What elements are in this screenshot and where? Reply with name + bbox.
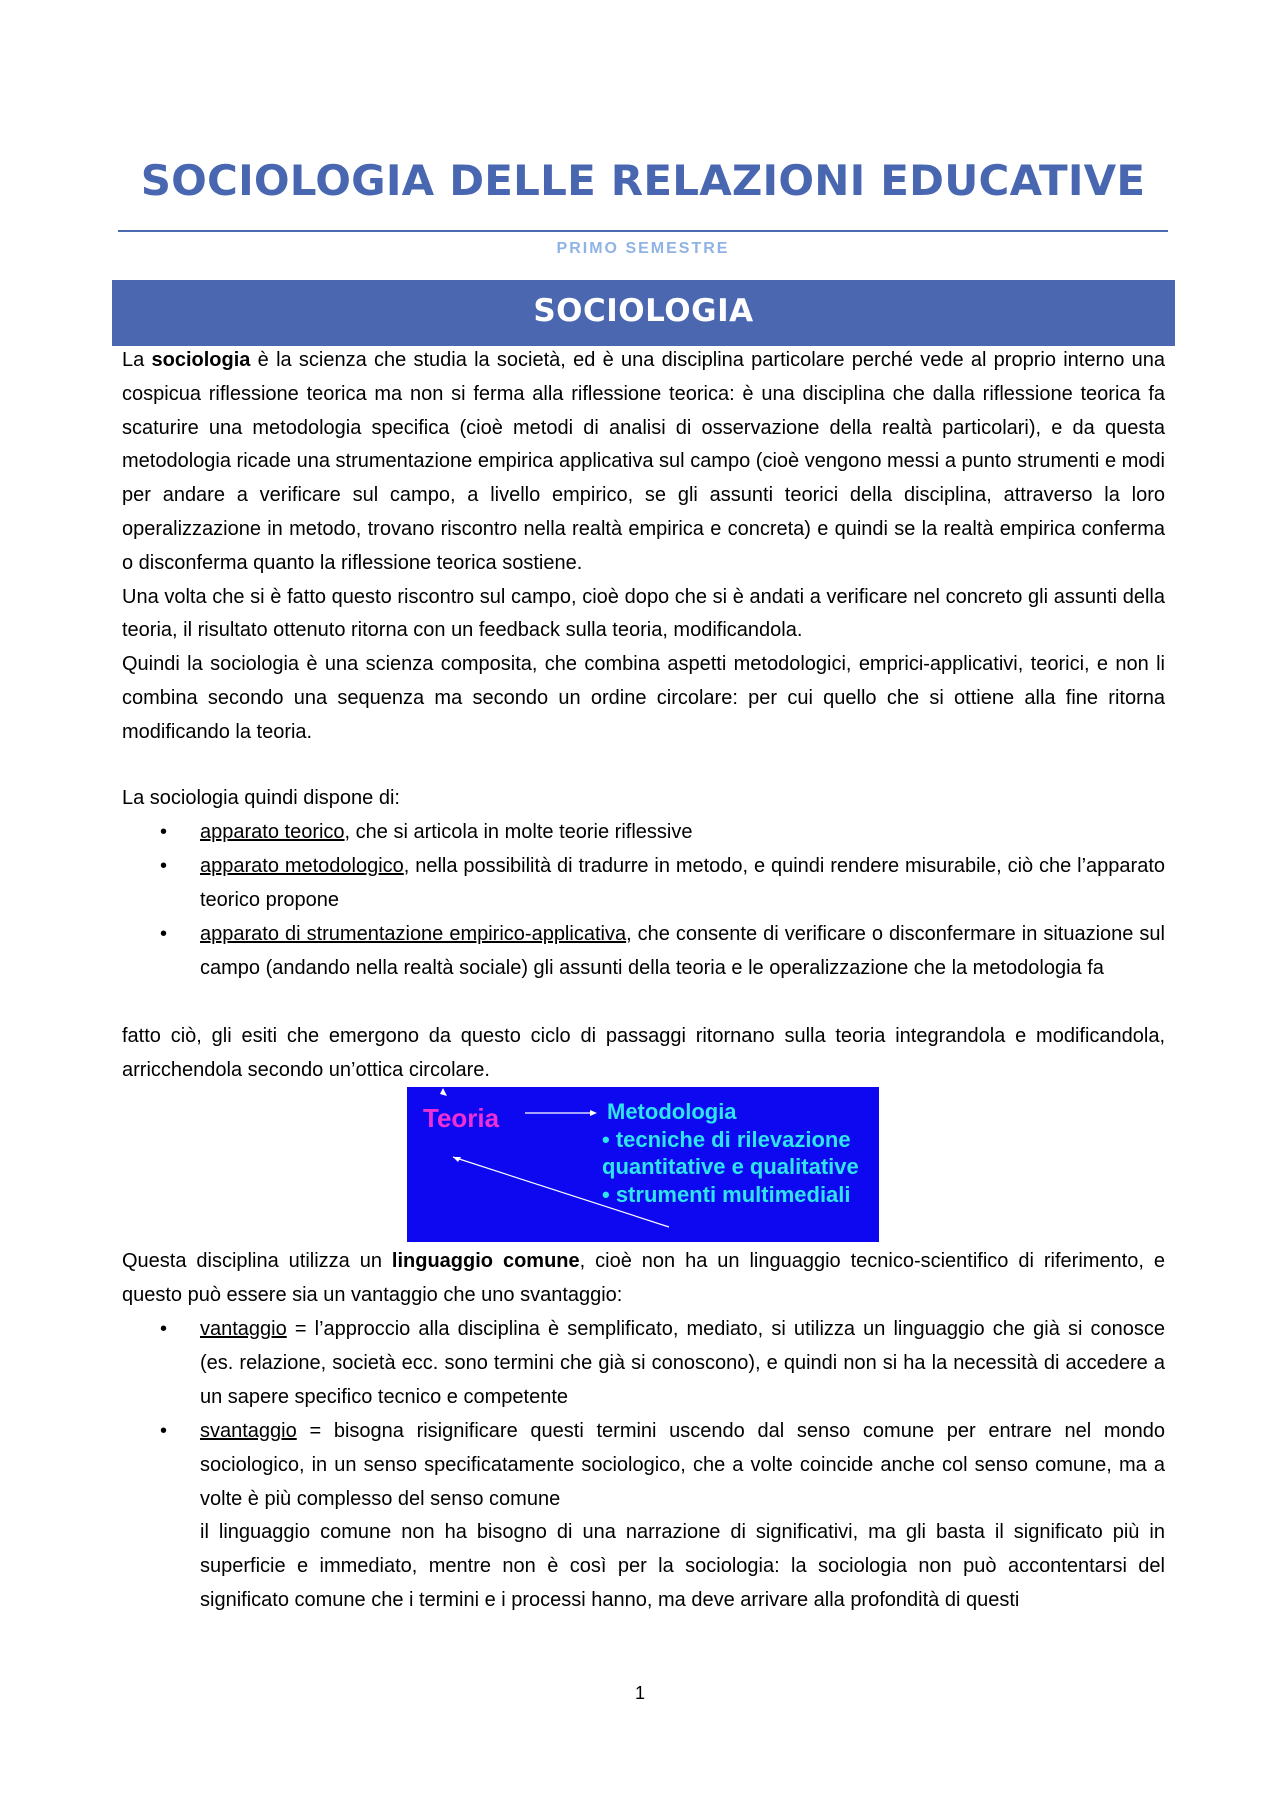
list-item-term: svantaggio — [200, 1420, 297, 1442]
list-item-text: , che consente di verificare o disconfermare in situazione sul campo (andando nella realtà sociale) gli assunti della teoria e le operalizzazione che la metodologia fa — [200, 923, 1166, 979]
bullet-icon: • — [160, 855, 168, 877]
intro-paragraph-2: Una volta che si è fatto questo riscontro sul campo, cioè dopo che si è andati a verificare nel concreto gli assunti della teoria, il risultato ottenuto ritorna con un feedback sulla teoria, modificandola. — [122, 585, 1165, 642]
intro-paragraph-1 — [122, 344, 1165, 581]
list-item — [160, 850, 1165, 918]
intro-paragraphs — [122, 344, 1165, 750]
figure-line-1: • tecniche di rilevazione — [602, 1127, 851, 1152]
document-title: SOCIOLOGIA DELLE RELAZIONI EDUCATIVE — [140, 156, 1146, 205]
apparati-intro: La sociologia quindi dispone di: — [122, 787, 400, 809]
list-item — [160, 816, 1165, 850]
list-item-text: = bisogna risignificare questi termini uscendo dal senso comune per entrare nel mondo sociologico, in un senso specificatamente sociologico, che a volte coincide anche col senso comune, ma a volte è più complesso del senso comune — [200, 1420, 1165, 1510]
bullet-icon: • — [160, 821, 168, 843]
page-number: 1 — [634, 1683, 645, 1703]
methodology-figure — [407, 1087, 879, 1242]
bullet-icon: • — [160, 1420, 168, 1442]
list-item-text: = l’approccio alla disciplina è semplificato, mediato, si utilizza un linguaggio che già si conosce (es. relazione, società ecc. sono termini che già si conoscono), e quindi non si ha la necessità di accedere a un sapere specifico tecnico e competente — [200, 1318, 1165, 1408]
intro-paragraph-3: Quindi la sociologia è una scienza composita, che combina aspetti metodologici, emprici-applicativi, teorici, e non li combina secondo una sequenza ma secondo un ordine circolare: per cui quello che si ottiene alla fine ritorna modificando la teoria. — [122, 653, 1165, 743]
figure-metodologia-label: Metodologia — [607, 1099, 737, 1124]
section-title: SOCIOLOGIA — [533, 293, 754, 329]
list-item-text: , nella possibilità di tradurre in metodo, e quindi rendere misurabile, ciò che l’apparato teorico propone — [200, 855, 1165, 911]
linguaggio-text: , cioè non ha un linguaggio tecnico-scientifico di riferimento, e questo può essere sia un vantaggio che uno svantaggio: — [122, 1250, 1165, 1306]
figure-line-2: quantitative e qualitative — [602, 1154, 859, 1179]
apparati-closing: fatto ciò, gli esiti che emergono da questo ciclo di passaggi ritornano sulla teoria integrandola e modificandola, arricchendola secondo un’ottica circolare. — [122, 1025, 1165, 1081]
list-item-continuation — [160, 1516, 1165, 1617]
list-item-term: vantaggio — [200, 1318, 287, 1340]
list-item — [160, 918, 1165, 986]
document-subtitle: PRIMO SEMESTRE — [556, 240, 730, 257]
list-item — [160, 1415, 1165, 1516]
intro-text: è la scienza che studia la società, ed è una disciplina particolare perché vede al proprio interno una cospicua riflessione teorica ma non si ferma alla riflessione teorica: è una disciplina che dalla riflessione teorica fa scaturire una metodologia specifica (cioè metodi di analisi di osservazione della realtà particolari), e da questa metodologia ricade una strumentazione empirica applicativa sul campo (cioè vengono messi a punto strumenti e modi per andare a verificare sul campo, a livello empirico, se gli assunti teorici della disciplina, attraverso la loro operalizzazione in metodo, trovano riscontro nella realtà empirica e concreta) e quindi se la realtà empirica conferma o disconferma quanto la riflessione teorica sostiene. — [122, 349, 1165, 574]
continuation-text: il linguaggio comune non ha bisogno di una narrazione di significativi, ma gli basta il significato più in superficie e immediato, mentre non è così per la sociologia: la sociologia non può accontentarsi del significato comune che i termini e i processi hanno, ma deve arrivare alla profondità di questi — [200, 1521, 1165, 1611]
bullet-icon: • — [160, 923, 168, 945]
figure-line-3: • strumenti multimediali — [602, 1182, 851, 1207]
bullet-icon: • — [160, 1318, 168, 1340]
section-header — [112, 280, 1175, 346]
intro-term: sociologia — [151, 349, 251, 371]
list-item-term: apparato teorico — [200, 821, 345, 843]
list-item-text: , che si articola in molte teorie riflessive — [344, 821, 693, 843]
list-item-term: apparato metodologico — [200, 855, 404, 877]
figure-teoria-label: Teoria — [423, 1103, 500, 1133]
title-divider — [118, 230, 1168, 232]
cursor-icon — [440, 1088, 447, 1096]
intro-lead: La — [122, 349, 152, 371]
linguaggio-term: linguaggio comune — [391, 1250, 580, 1272]
arrow-head-right — [590, 1110, 597, 1116]
linguaggio-paragraph — [122, 1245, 1165, 1313]
linguaggio-lead: Questa disciplina utilizza un — [122, 1250, 392, 1272]
list-item-term: apparato di strumentazione empirico-applicativa — [200, 923, 627, 945]
list-item — [160, 1313, 1165, 1414]
